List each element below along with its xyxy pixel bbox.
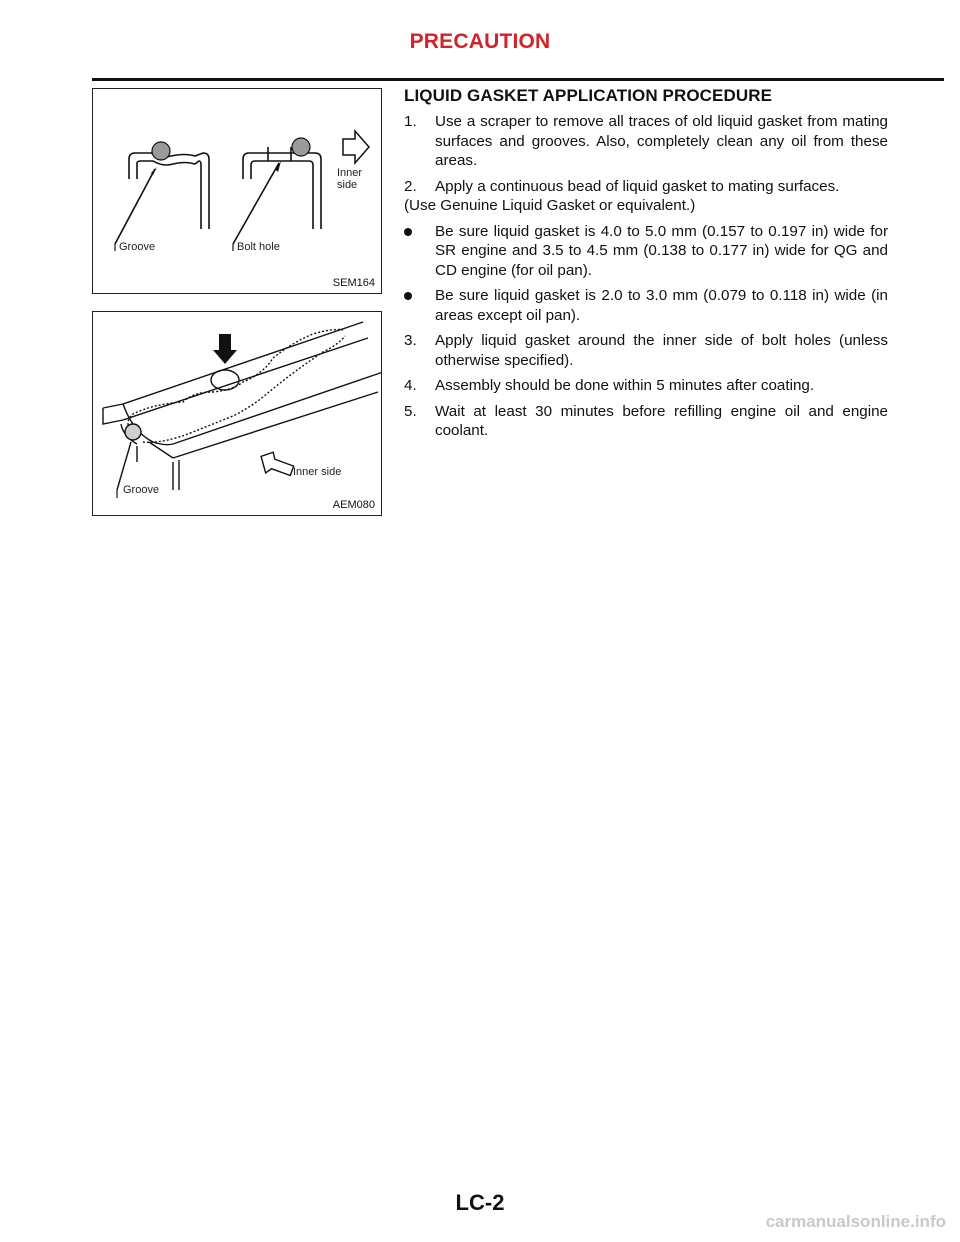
step-2	[404, 177, 888, 216]
step-3	[404, 331, 888, 370]
watermark: carmanualsonline.info	[765, 1212, 946, 1231]
step-number: 5.	[404, 402, 417, 420]
step-text: Use a scraper to remove all traces of old liquid gasket from mating surfaces and grooves. Also, completely clean any oil from these areas.	[435, 113, 888, 169]
step-1	[404, 112, 888, 171]
figure-code: SEM164	[332, 277, 375, 289]
inner-side-label-line1: Inner	[337, 167, 363, 179]
figure-code: AEM080	[332, 499, 375, 511]
figure-groove-bolt-hole	[92, 88, 382, 294]
header-divider	[92, 78, 944, 81]
figure-bead-application	[92, 311, 382, 516]
bullet-item	[404, 286, 888, 325]
bullet-text: Be sure liquid gasket is 4.0 to 5.0 mm (0.157 to 0.197 in) wide for SR engine and 3.5 to 4.5 mm (0.138 to 0.177 in) wide for QG and CD engine (for oil pan).	[435, 222, 888, 279]
step-number: 2.	[404, 177, 417, 195]
step-number: 1.	[404, 113, 417, 130]
bullet-icon	[404, 292, 412, 300]
procedure-section	[404, 86, 888, 447]
bolt-hole-label: Bolt hole	[237, 241, 280, 253]
step-number: 3.	[404, 332, 417, 349]
groove-bolt-hole-illustration	[93, 89, 381, 293]
step-number: 4.	[404, 377, 417, 394]
bullet-icon	[404, 228, 412, 236]
step-subtext: (Use Genuine Liquid Gasket or equivalent.)	[404, 197, 696, 214]
section-title: LIQUID GASKET APPLICATION PROCEDURE	[404, 86, 773, 105]
groove-label: Groove	[119, 241, 156, 253]
inner-side-label-line2: side	[337, 179, 358, 191]
step-text: Wait at least 30 minutes before refilling engine oil and engine coolant.	[435, 402, 888, 439]
step-4	[404, 376, 888, 396]
page-number: LC-2	[455, 1190, 505, 1215]
step-5	[404, 402, 888, 441]
step-text: Apply a continuous bead of liquid gasket to mating surfaces.	[435, 177, 840, 195]
bullet-text: Be sure liquid gasket is 2.0 to 3.0 mm (0.079 to 0.118 in) wide (in areas except oil pan).	[435, 287, 888, 324]
inner-side-label: Inner side	[293, 466, 342, 478]
step-text: Apply liquid gasket around the inner side of bolt holes (unless otherwise specified).	[435, 332, 888, 369]
bullet-item	[404, 222, 888, 281]
page-header-title: PRECAUTION	[409, 30, 551, 53]
step-text: Assembly should be done within 5 minutes after coating.	[435, 377, 815, 394]
groove-label: Groove	[123, 484, 160, 496]
